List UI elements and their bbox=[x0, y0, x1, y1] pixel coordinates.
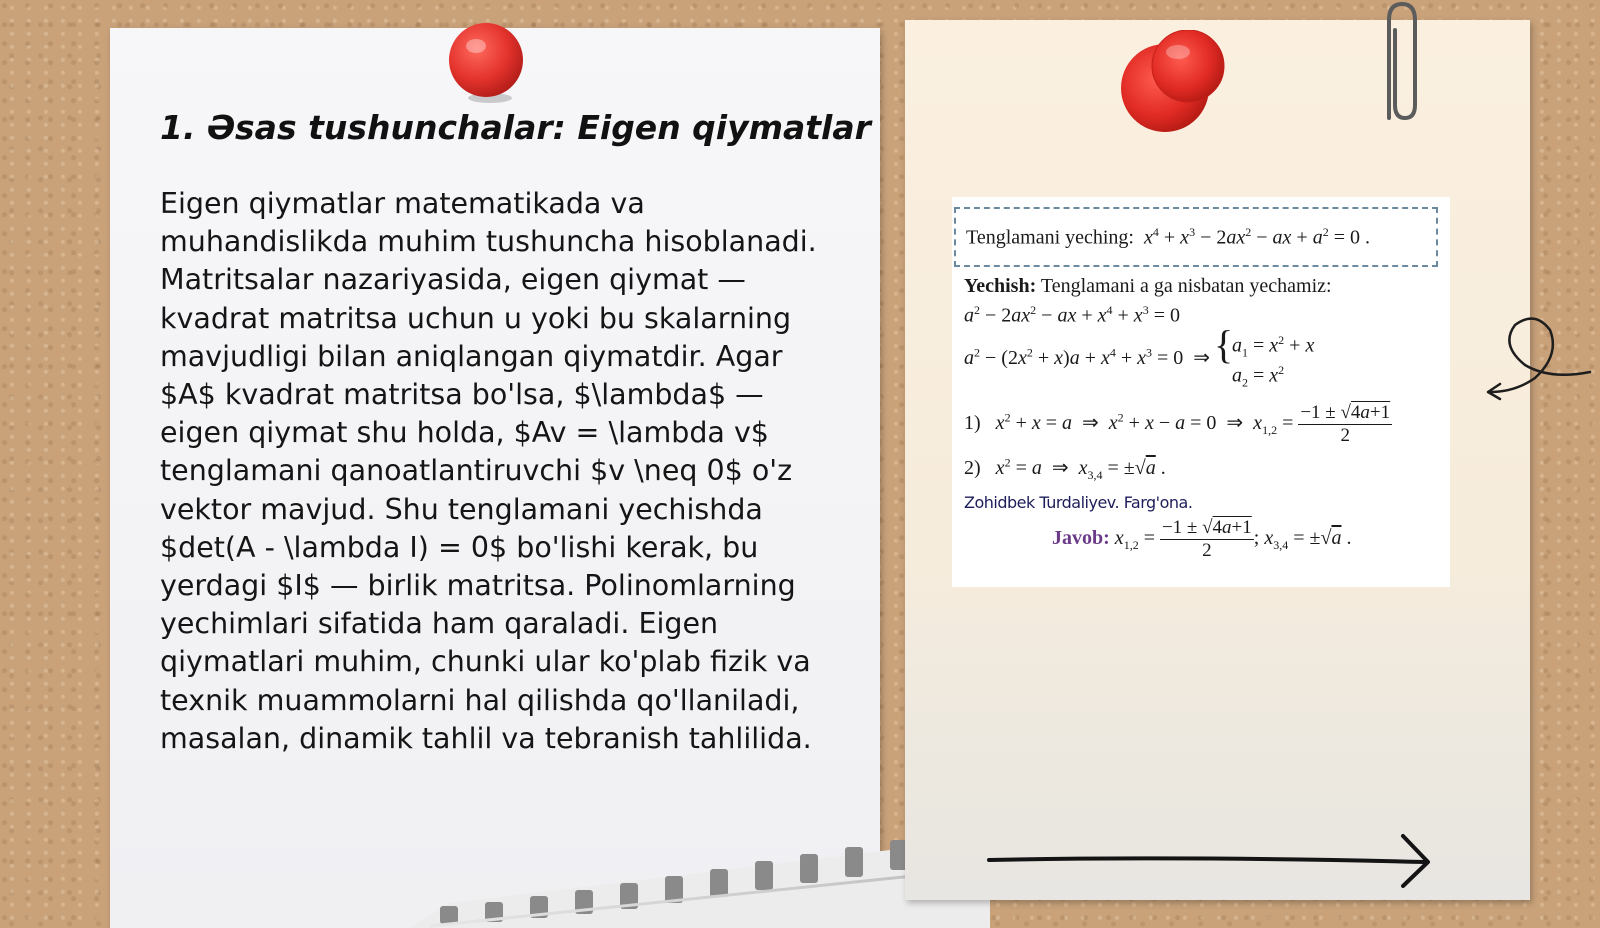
solution-text: Tenglamani a ga nisbatan yechamiz: bbox=[1040, 275, 1332, 297]
step-1-number: 1) bbox=[964, 412, 981, 435]
system-row-2: $a_2 = x^2$ bbox=[1232, 363, 1285, 390]
red-pushpin-icon bbox=[1120, 30, 1230, 135]
solution-intro bbox=[964, 275, 1332, 298]
system-row-1: $a_1 = x^2 + x$ bbox=[1232, 333, 1315, 360]
answer-line: Javob: $x_{1,2}$ = $\frac{-1 \pm √4a+1}{2}$ ; $x_{3,4} = \pm√a$ . bbox=[1052, 517, 1352, 561]
note-body-text: Eigen qiymatlar matematikada va muhandislikda muhim tushuncha hisoblanadi. Matritsalar nazariyasida, eigen qiymat — kvadrat matritsa uchun u yoki bu skalarning mavjudligi bilan aniqlangan qiymatdir. Agar $A$ kvadrat matritsa bo'lsa, $\lambda$ — eigen qiymat shu holda, $Av = \lambda v$ tenglamani qanoatlantiruvchi $v \neq 0$ o'z vektor mavjud. Shu tenglamani yechishda $det(A - \lambda I) = 0$ bo'lishi kerak, bu yerdagi $I$ — birlik matritsa. Polinomlarning yechimlari sifatida ham qaraladi. Eigen qiymatlari muhim, chunki ular ko'plab fizik va texnik muammolarni hal qilishda qo'llaniladi, masalan, dinamik tahlil va tebranish tahlilida. bbox=[160, 187, 817, 755]
left-note-card bbox=[110, 28, 880, 928]
answer-label: Javob: bbox=[1052, 527, 1110, 550]
solution-label: Yechish: bbox=[964, 275, 1037, 297]
step-2: 2) $x^2 = a$ ⇒ $x_{3,4} = \pm√a$ . bbox=[964, 455, 1166, 482]
problem-label: Tenglamani yeching: bbox=[966, 226, 1134, 249]
torn-paper-edge bbox=[410, 828, 990, 928]
equation-line-1: $a^2 - 2ax^2$ − ax + $x^4 + x^3 = 0$ bbox=[964, 303, 1180, 327]
paperclip-icon bbox=[1375, 0, 1425, 125]
author-signature: Zohidbek Turdaliyev. Farg'ona. bbox=[964, 493, 1193, 512]
math-problem-card bbox=[952, 197, 1450, 587]
step-1: 1) $x^2 + x = a$ ⇒ $x^2 + x - a = 0$ ⇒ $x_{1,2}$ = $\frac{-1 \pm √4a+1}{2}$ bbox=[964, 402, 1391, 446]
arrow-right-icon bbox=[985, 830, 1455, 890]
note-title: 1. Əsas tushunchalar: Eigen qiymatlar bbox=[160, 108, 871, 147]
problem-statement: Tenglamani yeching: $x^4 + x^3 - 2ax^2$ − ax + $a^2 = 0$ . bbox=[954, 207, 1438, 267]
loop-arrow-icon bbox=[1480, 310, 1595, 410]
step-2-number: 2) bbox=[964, 457, 981, 479]
system-brace: { bbox=[1214, 322, 1234, 367]
red-pushpin-icon bbox=[448, 18, 528, 104]
equation-line-2: $a^2 - (2x^2 + x)a + x^4 + x^3 = 0$ ⇒ bbox=[964, 345, 1211, 369]
